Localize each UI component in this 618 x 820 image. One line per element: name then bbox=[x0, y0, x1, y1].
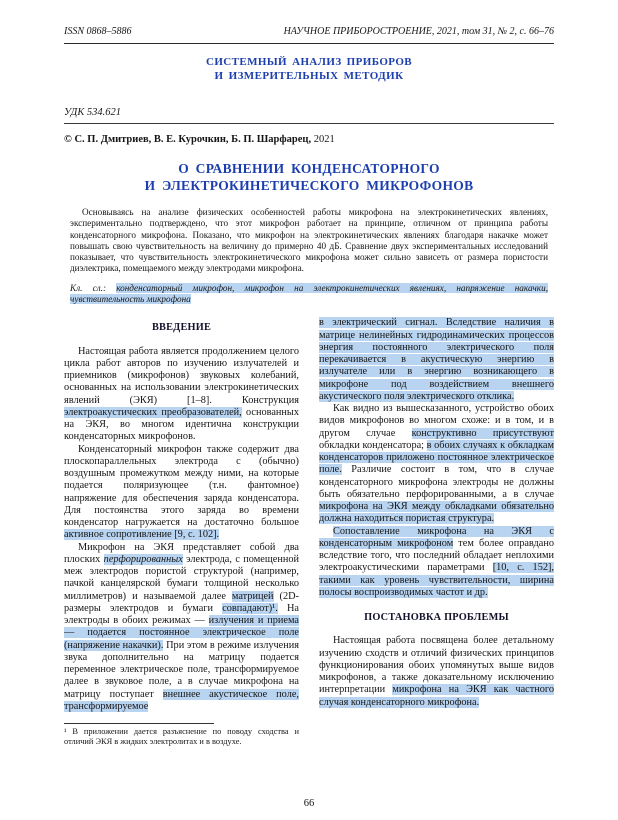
footnote-block bbox=[64, 723, 299, 748]
paragraph: в электрический сигнал. Вследствие наличия в матрице нелинейных гидродинамических процессов энергия постоянного электрического поля перекачивается в акустическую энергию в излучателе или в энергию возникающего в микрофоне под воздействием внешнего акустического поля электрического отклика. bbox=[319, 317, 554, 402]
paragraph: Микрофон на ЭКЯ представляет собой два плоских перфорированных электрода, с помещенной меж электродов пористой структурой (например, пачкой канцелярской бумаги толщиной несколько миллиметров) и называемой далее матрицей (2D-размеры электродов и бумаги совпадают)¹. На электроды в обоих режимах — излучения и приема — подается постоянное электрическое поле (напряжение накачки). При этом в режиме излучения звука дополнительно на матрицу подается переменное электрическое поле, трансформируемое далее в звуковое поле, а в случае микрофона на матрицу поступает внешнее акустическое поле, трансформируемое bbox=[64, 541, 299, 712]
abstract-text: Основываясь на анализе физических особенностей работы микрофона на электрокинетических явлениях, экспериментально подтверждено, что этот микрофон работает на принципе, отличном от принципа работы конденсаторного микрофона. Показано, что микрофон на электрокинетических явлениях благодаря накачке может повышать свою чувствительность на величину до примерно 40 дБ. Сравнение двух экспериментальных исследований показывает, что чувствительность электрокинетического микрофона может сильно зависеть от размера пористости диэлектрика, помещаемого между электродами микрофона. bbox=[70, 207, 548, 274]
journal-citation: НАУЧНОЕ ПРИБОРОСТРОЕНИЕ, 2021, том 31, № 2, с. 66–76 bbox=[283, 26, 554, 37]
issn-label: ISSN 0868–5886 bbox=[64, 26, 132, 37]
header-rule bbox=[64, 43, 554, 44]
article-title bbox=[64, 160, 554, 194]
paragraph: Настоящая работа посвящена более детальному изучению сходств и отличий физических принципов функционирования обоих упомянутых выше видов микрофонов, а также доказательному исключению интерпретации микрофона на ЭКЯ как частного случая конденсаторного микрофона. bbox=[319, 635, 554, 708]
problem-statement-heading: ПОСТАНОВКА ПРОБЛЕМЫ bbox=[364, 612, 509, 624]
journal-section-heading bbox=[64, 56, 554, 83]
journal-section-line2: И ИЗМЕРИТЕЛЬНЫХ МЕТОДИК bbox=[214, 69, 404, 82]
udk-code: УДК 534.621 bbox=[64, 107, 122, 118]
introduction-heading: ВВЕДЕНИЕ bbox=[151, 322, 212, 334]
article-title-line1: О СРАВНЕНИИ КОНДЕНСАТОРНОГО bbox=[178, 161, 440, 176]
paragraph: Сопоставление микрофона на ЭКЯ с конденсаторным микрофоном тем более оправдано вследствие того, что последний обладает неплохими электроакустическими параметрами [10, с. 152], такими как уровень чувствительности, ширина полосы воспроизводимых частот и др. bbox=[319, 525, 554, 598]
udk-rule bbox=[64, 123, 554, 124]
left-column bbox=[64, 317, 299, 747]
paragraph: Настоящая работа является продолжением целого цикла работ авторов по изучению излучателей и приемников (микрофонов) звуковых колебаний, основанных на использовании электрокинетических явлений (ЭКЯ) [1–8]. Конструкция электроакустических преобразователей, основанных на ЭКЯ, во многом идентична конструкции конденсаторных микрофонов. bbox=[64, 345, 299, 443]
paragraph: Конденсаторный микрофон также содержит два плоскопараллельных электрода с (обычно) воздушным промежутком между ними, на которые подается поляризующее (т.н. фантомное) напряжение для обеспечения заряда конденсатора. Для постоянства этого заряда во времени конденсатор нагружается на достаточно большое активное сопротивление [9, с. 102]. bbox=[64, 443, 299, 541]
footnote-text: ¹ В приложении дается разъяснение по поводу сходства и отличий ЭКЯ в жидких электролитах и в воздухе. bbox=[64, 727, 299, 747]
journal-section-line1: СИСТЕМНЫЙ АНАЛИЗ ПРИБОРОВ bbox=[205, 56, 413, 68]
page-number: 66 bbox=[303, 798, 315, 809]
right-column bbox=[319, 317, 554, 747]
article-title-line2: И ЭЛЕКТРОКИНЕТИЧЕСКОГО МИКРОФОНОВ bbox=[144, 178, 474, 193]
masthead bbox=[64, 26, 554, 37]
paragraph: Как видно из вышесказанного, устройство обоих видов микрофонов во многом схоже: и в том, и в другом случае конструктивно присутствуют обкладки конденсатора; в обоих случаях к обкладкам конденсаторов приложено постоянное электрическое поле. Различие состоит в том, что в случае конденсаторного микрофона электроды не должны быть обязательно перфорированными, а в случае микрофона на ЭКЯ между обкладками обязательно должна находиться пористая структура. bbox=[319, 403, 554, 525]
footnote-rule bbox=[64, 723, 214, 724]
two-column-body bbox=[64, 317, 554, 747]
keywords-line: Кл. сл.: конденсаторный микрофон, микрофон на электрокинетических явлениях, напряжение накачки, чувствительность микрофона bbox=[70, 282, 548, 305]
authors-line: © С. П. Дмитриев, В. Е. Курочкин, Б. П. Шарфарец, 2021 bbox=[64, 134, 335, 145]
